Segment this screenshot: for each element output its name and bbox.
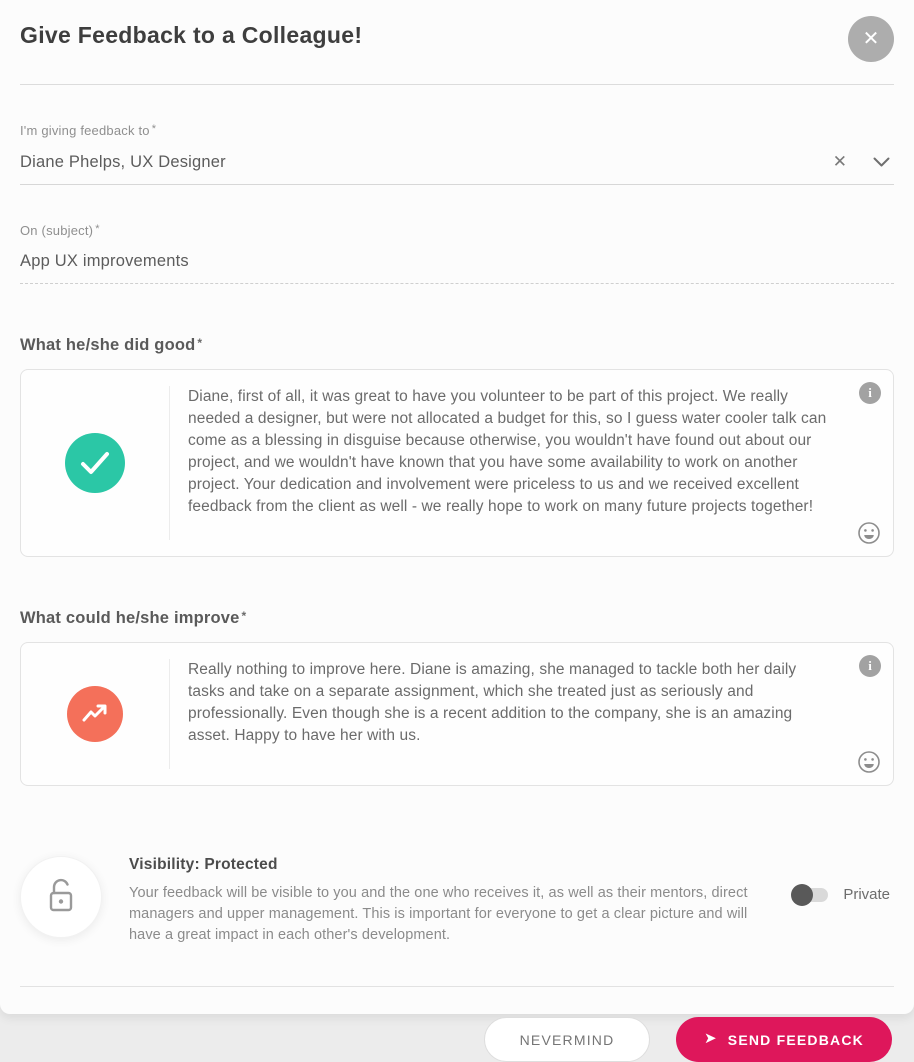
lock-badge — [20, 856, 102, 938]
good-section-heading: What he/she did good * — [20, 336, 203, 354]
emoji-picker-button[interactable] — [857, 750, 881, 777]
improve-section-heading: What could he/she improve * — [20, 609, 247, 627]
recipient-label: I'm giving feedback to * — [20, 123, 157, 138]
clear-recipient-button[interactable] — [833, 152, 847, 172]
trend-up-badge — [67, 686, 123, 742]
visibility-section — [0, 854, 914, 946]
improve-icon-zone — [21, 643, 169, 785]
visibility-text — [129, 854, 774, 946]
recipient-field — [20, 123, 894, 185]
required-mark: * — [241, 609, 247, 623]
footer-actions — [0, 987, 914, 1062]
chevron-down-icon — [873, 157, 890, 168]
visibility-description: Your feedback will be visible to you and the one who receives it, as well as their mentors, direct managers and upper management. This is important for everyone to get a clear picture and will have a great impact in each other's development. — [129, 885, 748, 944]
required-mark: * — [151, 123, 157, 135]
dialog-header — [0, 0, 914, 62]
send-icon: ➤ — [704, 1030, 718, 1048]
header-divider — [20, 84, 894, 85]
required-mark: * — [95, 223, 100, 235]
toggle-knob[interactable] — [791, 884, 813, 906]
recipient-dropdown-button[interactable] — [873, 157, 890, 168]
recipient-value: Diane Phelps, UX Designer — [20, 152, 226, 171]
improve-feedback-card — [20, 642, 894, 786]
smiley-icon — [857, 750, 881, 774]
subject-field — [20, 223, 894, 284]
good-icon-zone — [21, 370, 169, 556]
visibility-title: Visibility: Protected — [129, 856, 278, 873]
smiley-icon — [857, 521, 881, 545]
improve-feedback-textarea[interactable]: Really nothing to improve here. Diane is amazing, she managed to tackle both her daily tasks and take on a separate assignment, which she treated just as seriously and professionally. Even though she is a recent addition to the company, she is an amazing asset. Happy to have her with us. — [188, 661, 797, 744]
send-feedback-button[interactable]: ➤ SEND FEEDBACK — [676, 1017, 892, 1062]
unlocked-padlock-icon — [44, 877, 78, 917]
subject-label: On (subject) * — [20, 223, 100, 238]
close-icon: ✕ — [862, 28, 880, 50]
subject-value: App UX improvements — [20, 252, 189, 270]
check-icon — [80, 451, 110, 475]
required-mark: * — [197, 336, 203, 350]
clear-icon: ✕ — [832, 152, 847, 171]
emoji-picker-button[interactable] — [857, 521, 881, 548]
recipient-select[interactable] — [20, 138, 894, 185]
private-toggle-zone — [794, 886, 894, 903]
good-feedback-textarea[interactable]: Diane, first of all, it was great to have you volunteer to be part of this project. We really needed a designer, but were not allocated a budget for this, so I guess water cooler talk can come as a blessing in disguise because otherwise, you wouldn't have found out about our project, and we wouldn't have known that you have some availability to work on another project. Your dedication and involvement were priceless to us and we received excellent feedback from the client as well - we really hope to work on many future projects together! — [188, 388, 827, 515]
info-icon[interactable]: i — [859, 382, 881, 404]
subject-input[interactable] — [20, 238, 894, 284]
info-icon[interactable]: i — [859, 655, 881, 677]
dialog-title: Give Feedback to a Colleague! — [20, 22, 363, 48]
nevermind-button[interactable]: NEVERMIND — [484, 1017, 650, 1062]
checkmark-badge — [65, 433, 125, 493]
good-feedback-card — [20, 369, 894, 557]
close-button[interactable] — [848, 16, 894, 62]
private-toggle[interactable] — [794, 888, 828, 902]
trend-up-icon — [81, 703, 109, 725]
private-toggle-label: Private — [843, 886, 890, 903]
